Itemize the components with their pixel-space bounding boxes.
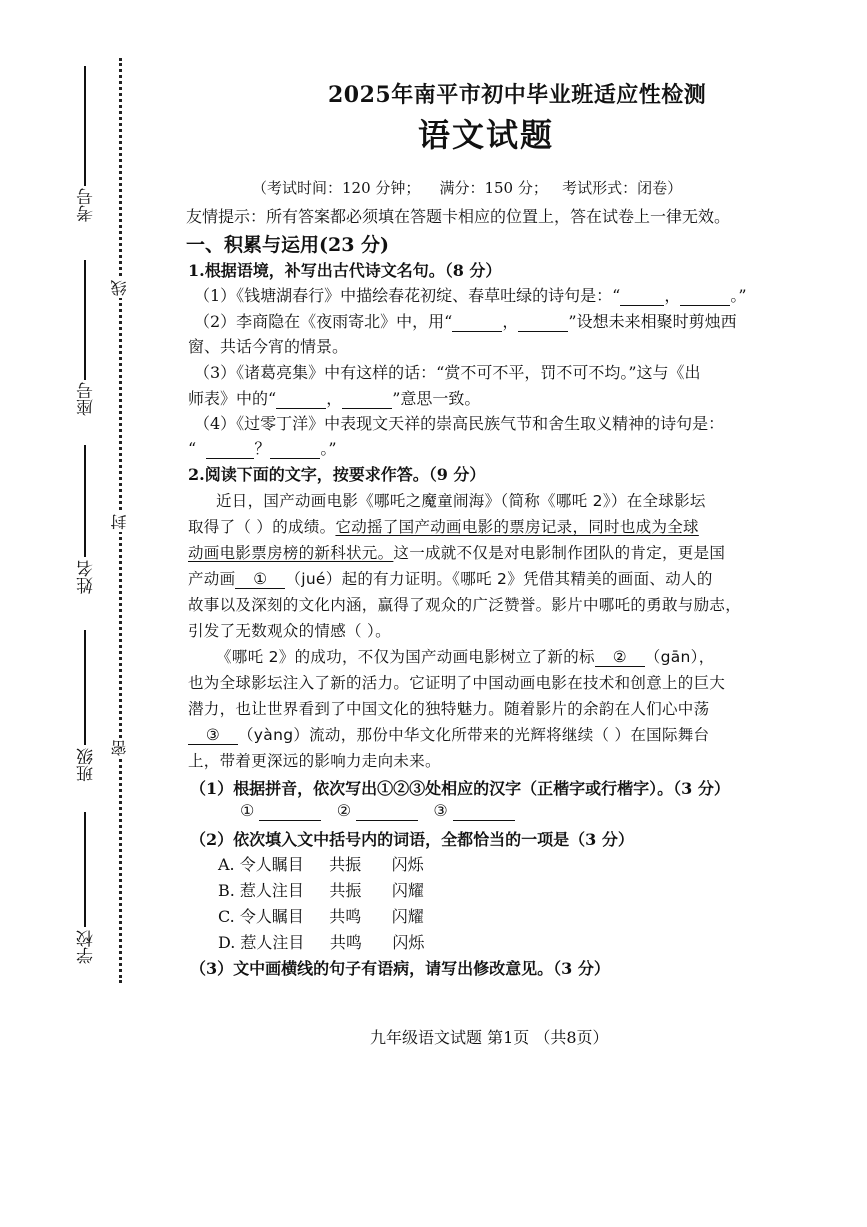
sub-question-2: （2）依次填入文中括号内的词语，全都恰当的一项是（3 分） [190,830,634,849]
underlined-sentence-part1: 它动摇了国产动画电影的票房记录，同时也成为全球 [335,518,699,536]
exam-info: （考试时间：120 分钟； 满分：150 分； 考试形式：闭卷） [252,179,683,197]
seal-mark-seal: 封 [110,514,129,530]
option-a[interactable]: A. 令人瞩目 共振 闪烁 [218,855,424,874]
school-line [84,812,86,927]
q1-item-2-blank-a[interactable] [452,312,502,332]
q1-item-1-blank-a[interactable] [620,286,664,306]
q1-item-3-cont [188,386,480,409]
passage-p2-line3: 潜力，也让世界看到了中国文化的独特魅力。随着影片的余韵在人们心中荡 [188,700,710,718]
school-label: 学校 [77,930,97,964]
q1-item-2-blank-b[interactable] [518,312,568,332]
name-line [84,445,86,557]
passage-p1-line5: 故事以及深刻的文化内涵，赢得了观众的广泛赞誉。影片中哪吒的勇敢与励志， [188,596,742,614]
name-label: 姓名 [77,560,97,594]
passage-p1-line4-text: 产动画 [188,570,236,588]
q1-item-3-sep: ， [326,389,343,408]
class-line [84,630,86,745]
q1-item-3-end: ”意思一致。 [392,389,481,408]
seat-number-label: 座号 [77,382,97,416]
passage-p1-line1: 近日，国产动画电影《哪吒之魔童闹海》（简称《哪吒 2》）在全球影坛 [216,492,706,510]
q1-item-1 [194,283,747,306]
option-c[interactable]: C. 令人瞩目 共鸣 闪耀 [218,907,424,926]
seal-mark-line: 线 [110,280,129,296]
q1-item-4-q: ？ [254,439,271,458]
q1-item-4-open: “ [188,439,197,458]
q1-item-4-blank-b[interactable] [270,439,320,459]
answer-blank-2[interactable] [356,801,418,821]
q1-item-4-end: 。” [320,439,337,458]
q1-item-3-blank-b[interactable] [342,389,392,409]
passage-p2-line2: 也为全球影坛注入了新的活力。它证明了中国动画电影在技术和创意上的巨大 [188,674,726,692]
sub-question-3: （3）文中画横线的句子有语病，请写出修改意见。（3 分） [190,959,610,978]
passage-p2-line1 [216,645,715,667]
school-field[interactable] [60,812,106,982]
q1-item-3: （3）《诸葛亮集》中有这样的话：“赏不可不平，罚不可不均。”这与《出 [194,363,701,382]
name-field[interactable] [60,445,106,605]
blank-3[interactable]: ③ [188,726,238,745]
passage-p2-line1-text: 《哪吒 2》的成功，不仅为国产动画电影树立了新的标 [216,648,595,666]
answer-label-1: ① [240,801,255,820]
exam-number-line [84,66,86,186]
class-field[interactable] [60,630,106,800]
q1-item-3-text: 师表》中的“ [188,389,277,408]
friendly-tip: 友情提示：所有答案都必须填在答题卡相应的位置上，答在试卷上一律无效。 [186,207,731,226]
q1-item-1-text: （1）《钱塘湖春行》中描绘春花初绽、春草吐绿的诗句是：“ [194,286,621,305]
passage-p2-line4-text: （yàng）流动，那份中华文化所带来的光辉将继续（ ）在国际舞台 [238,726,710,744]
subject-title: 语文试题 [418,116,555,154]
q1-item-4: （4）《过零丁洋》中表现文天祥的崇高民族气节和舍生取义精神的诗句是： [194,414,725,433]
passage-p2-line1-text-b: （gān）， [644,648,715,666]
section-heading: 一、积累与运用(23 分) [186,234,390,256]
passage-p1-line6: 引发了无数观众的情感（ ）。 [188,622,391,640]
seal-mark-secret: 密 [110,740,129,756]
q1-item-3-blank-a[interactable] [276,389,326,409]
q1-item-4-blank-a[interactable] [206,439,254,459]
exam-number-field[interactable] [60,66,106,236]
question-2-title: 2.阅读下面的文字，按要求作答。（9 分） [188,465,486,484]
answer-blank-1[interactable] [259,801,321,821]
binding-margin [0,0,130,1227]
passage-p1-line2 [188,515,699,537]
seat-number-field[interactable] [60,260,106,420]
seat-number-line [84,260,86,380]
answer-label-3: ③ [433,801,448,820]
q1-item-2-cont: 窗、共话今宵的情景。 [188,337,349,356]
blank-2[interactable]: ② [595,648,645,667]
passage-p2-line5: 上，带着更深远的影响力走向未来。 [188,752,441,770]
sub-question-1-answers [240,801,515,821]
passage-p1-line4-text-b: （jué）起的有力证明。《哪吒 2》凭借其精美的画面、动人的 [285,570,713,588]
q1-item-2-text-b: ”设想未来相聚时剪烛西 [568,312,737,331]
q1-item-1-end: 。” [730,286,747,305]
underlined-sentence-part2: 动画电影票房榜的新科状元。 [188,544,394,562]
q1-item-2 [194,309,737,332]
passage-p1-line4 [188,567,713,589]
passage-p1-line2-text: 取得了（ ）的成绩。 [188,518,336,536]
sub-question-1: （1）根据拼音，依次写出①②③处相应的汉字（正楷字或行楷字）。（3 分） [190,779,730,798]
q1-item-2-sep: ， [502,312,519,331]
q1-item-4-cont [188,436,337,459]
answer-label-2: ② [336,801,352,820]
exam-number-label: 考号 [77,188,97,222]
page-footer: 九年级语文试题 第1页 （共8页） [370,1028,609,1047]
answer-blank-3[interactable] [453,801,515,821]
class-label: 班级 [77,748,97,782]
passage-p1-line3 [188,541,725,563]
question-1-title: 1.根据语境，补写出古代诗文名句。（8 分） [188,261,502,280]
exam-title: 2025年南平市初中毕业班适应性检测 [328,82,707,108]
q1-item-1-blank-b[interactable] [680,286,730,306]
passage-p2-line4 [188,723,709,745]
option-d[interactable]: D. 惹人注目 共鸣 闪烁 [218,933,425,952]
blank-1[interactable]: ① [235,570,285,589]
q1-item-1-sep: ， [664,286,681,305]
option-b[interactable]: B. 惹人注目 共振 闪耀 [218,881,424,900]
passage-p1-line3-text: 这一成就不仅是对电影制作团队的肯定，更是国 [393,544,726,562]
q1-item-2-text: （2）李商隐在《夜雨寄北》中，用“ [194,312,453,331]
